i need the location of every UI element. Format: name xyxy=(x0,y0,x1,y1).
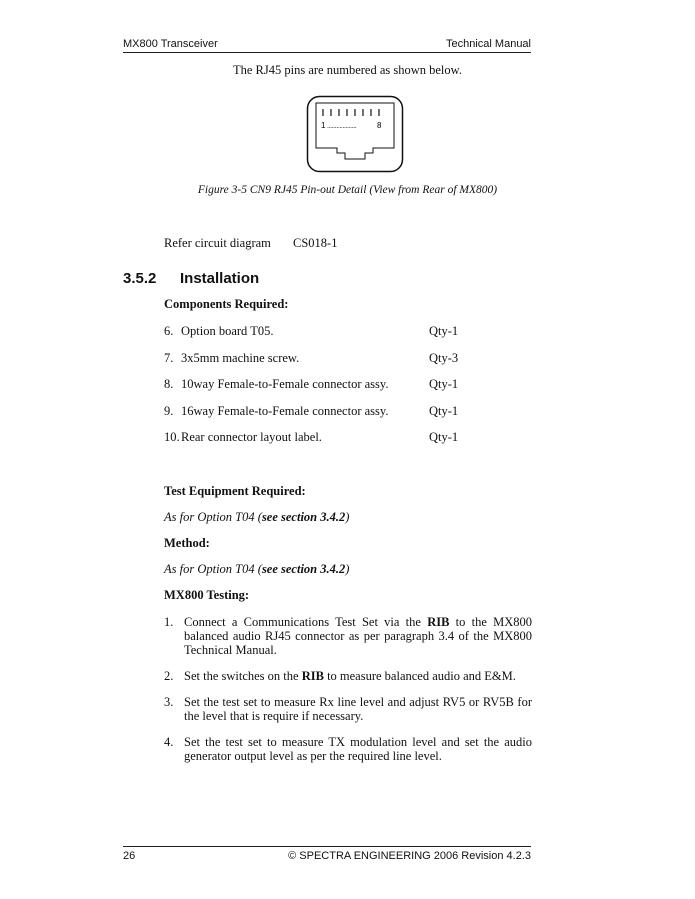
step-number: 2. xyxy=(164,669,174,683)
rj45-figure xyxy=(306,95,404,173)
list-item-text: Rear connector layout label. xyxy=(181,430,322,444)
step-number: 3. xyxy=(164,695,174,709)
refer-code: CS018-1 xyxy=(293,236,338,250)
testing-step xyxy=(164,735,532,763)
list-item-qty: Qty-1 xyxy=(429,404,459,418)
refer-label: Refer circuit diagram xyxy=(164,236,271,250)
step-text-bold: RIB xyxy=(427,615,450,629)
header-rule xyxy=(123,52,531,53)
step-text-part: Set the test set to measure TX modulation level and set the audio generator output level as per the required line level. xyxy=(184,735,532,763)
list-item xyxy=(164,377,464,393)
testing-heading: MX800 Testing: xyxy=(164,588,250,602)
page-number: 26 xyxy=(123,850,136,862)
method-text xyxy=(164,562,349,577)
list-item-number: 7. xyxy=(164,351,174,365)
footer-rule xyxy=(123,846,531,847)
rj45-pin-marks xyxy=(323,109,379,116)
section-title: Installation xyxy=(180,270,260,287)
method-heading: Method: xyxy=(164,536,210,550)
method-ref: see section 3.4.2 xyxy=(261,562,346,576)
step-text-part: Connect a Communications Test Set via the xyxy=(184,615,428,629)
step-text-bold: RIB xyxy=(301,669,324,683)
list-item-qty: Qty-1 xyxy=(429,324,459,338)
list-item xyxy=(164,324,464,340)
list-item-text: 16way Female-to-Female connector assy. xyxy=(181,404,389,418)
step-text xyxy=(184,669,532,683)
list-item-number: 6. xyxy=(164,324,174,338)
step-text-part: to the MX800 balanced audio RJ45 connector as per paragraph 3.4 of the MX800 Technical Manual. xyxy=(184,615,533,657)
footer-copyright: © SPECTRA ENGINEERING 2006 Revision 4.2.3 xyxy=(288,850,531,862)
test-equipment-heading: Test Equipment Required: xyxy=(164,484,306,498)
list-item-number: 10. xyxy=(164,430,180,444)
testing-step xyxy=(164,669,532,683)
intro-text: The RJ45 pins are numbered as shown below. xyxy=(232,63,462,77)
method-suffix: ) xyxy=(345,562,350,576)
header-left: MX800 Transceiver xyxy=(123,38,218,50)
step-text xyxy=(184,735,532,763)
test-equipment-text xyxy=(164,510,349,525)
testing-step xyxy=(164,615,532,657)
list-item-qty: Qty-3 xyxy=(429,351,459,365)
test-equipment-suffix: ) xyxy=(345,510,350,524)
list-item-qty: Qty-1 xyxy=(429,377,459,391)
list-item-text: 3x5mm machine screw. xyxy=(181,351,300,365)
step-text xyxy=(184,615,532,657)
list-item xyxy=(164,404,464,420)
pin-last-label: 8 xyxy=(377,121,382,130)
list-item xyxy=(164,351,464,367)
step-number: 1. xyxy=(164,615,174,629)
test-equipment-ref: see section 3.4.2 xyxy=(261,510,346,524)
test-equipment-prefix: As for Option T04 ( xyxy=(164,510,262,524)
rj45-outer-frame xyxy=(308,97,403,172)
header-right: Technical Manual xyxy=(446,38,531,50)
method-prefix: As for Option T04 ( xyxy=(164,562,262,576)
components-heading: Components Required: xyxy=(164,297,289,311)
pin-first-label: 1 xyxy=(321,121,326,130)
list-item xyxy=(164,430,464,446)
rj45-connector-diagram xyxy=(306,95,404,173)
list-item-number: 9. xyxy=(164,404,174,418)
step-number: 4. xyxy=(164,735,174,749)
list-item-number: 8. xyxy=(164,377,174,391)
list-item-text: Option board T05. xyxy=(181,324,274,338)
step-text xyxy=(184,695,532,723)
figure-caption: Figure 3-5 CN9 RJ45 Pin-out Detail (View from Rear of MX800) xyxy=(197,184,498,196)
list-item-text: 10way Female-to-Female connector assy. xyxy=(181,377,389,391)
step-text-part: Set the switches on the xyxy=(184,669,302,683)
pin-dots: ................... xyxy=(327,123,357,130)
list-item-qty: Qty-1 xyxy=(429,430,459,444)
section-number: 3.5.2 xyxy=(123,270,157,287)
step-text-part: Set the test set to measure Rx line level and adjust RV5 or RV5B for the level that is require if necessary. xyxy=(184,695,532,723)
testing-step xyxy=(164,695,532,723)
step-text-part: to measure balanced audio and E&M. xyxy=(323,669,516,683)
